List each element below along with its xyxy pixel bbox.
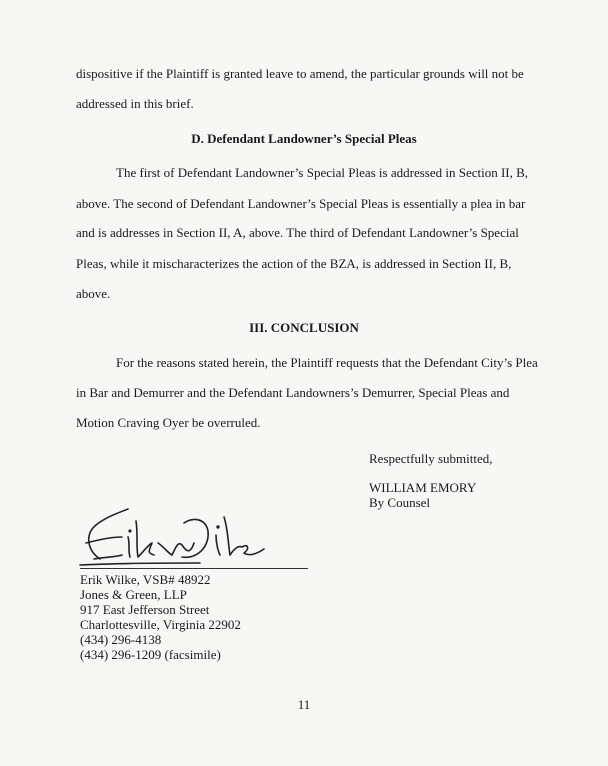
signature-block-line: (434) 296-4138 [80, 632, 162, 647]
paragraph-line: and is addresses in Section II, A, above. The third of Defendant Landowner’s Special [76, 225, 519, 240]
section-heading: D. Defendant Landowner’s Special Pleas [191, 131, 417, 146]
section-heading: III. CONCLUSION [249, 320, 359, 335]
signature-block-line: (434) 296-1209 (facsimile) [80, 647, 221, 662]
signature-block-line: Erik Wilke, VSB# 48922 [80, 572, 211, 587]
paragraph-line: Motion Craving Oyer be overruled. [76, 415, 261, 430]
signature-block-line: 917 East Jefferson Street [80, 602, 210, 617]
paragraph-line: addressed in this brief. [76, 96, 194, 111]
paragraph-line: in Bar and Demurrer and the Defendant Landowners’s Demurrer, Special Pleas and [76, 385, 510, 400]
closing-by-counsel: By Counsel [369, 495, 431, 510]
page-number: 11 [297, 697, 311, 712]
signature-block-line: Jones & Green, LLP [80, 587, 187, 602]
signature-block-line: Charlottesville, Virginia 22902 [80, 617, 241, 632]
paragraph-line: above. The second of Defendant Landowner’s Special Pleas is essentially a plea in bar [76, 196, 526, 211]
closing-party: WILLIAM EMORY [369, 480, 477, 495]
paragraph-line: The first of Defendant Landowner’s Special Pleas is addressed in Section II, B, [116, 165, 529, 180]
paragraph-line: above. [76, 286, 111, 301]
handwritten-signature [78, 503, 278, 569]
closing-submitted: Respectfully submitted, [369, 451, 493, 466]
signature-line [80, 568, 308, 569]
paragraph-line: Pleas, while it mischaracterizes the action of the BZA, is addressed in Section II, B, [76, 256, 512, 271]
paragraph-line: For the reasons stated herein, the Plaintiff requests that the Defendant City’s Plea [116, 355, 538, 370]
paragraph-line: dispositive if the Plaintiff is granted leave to amend, the particular grounds will not be [76, 66, 524, 81]
